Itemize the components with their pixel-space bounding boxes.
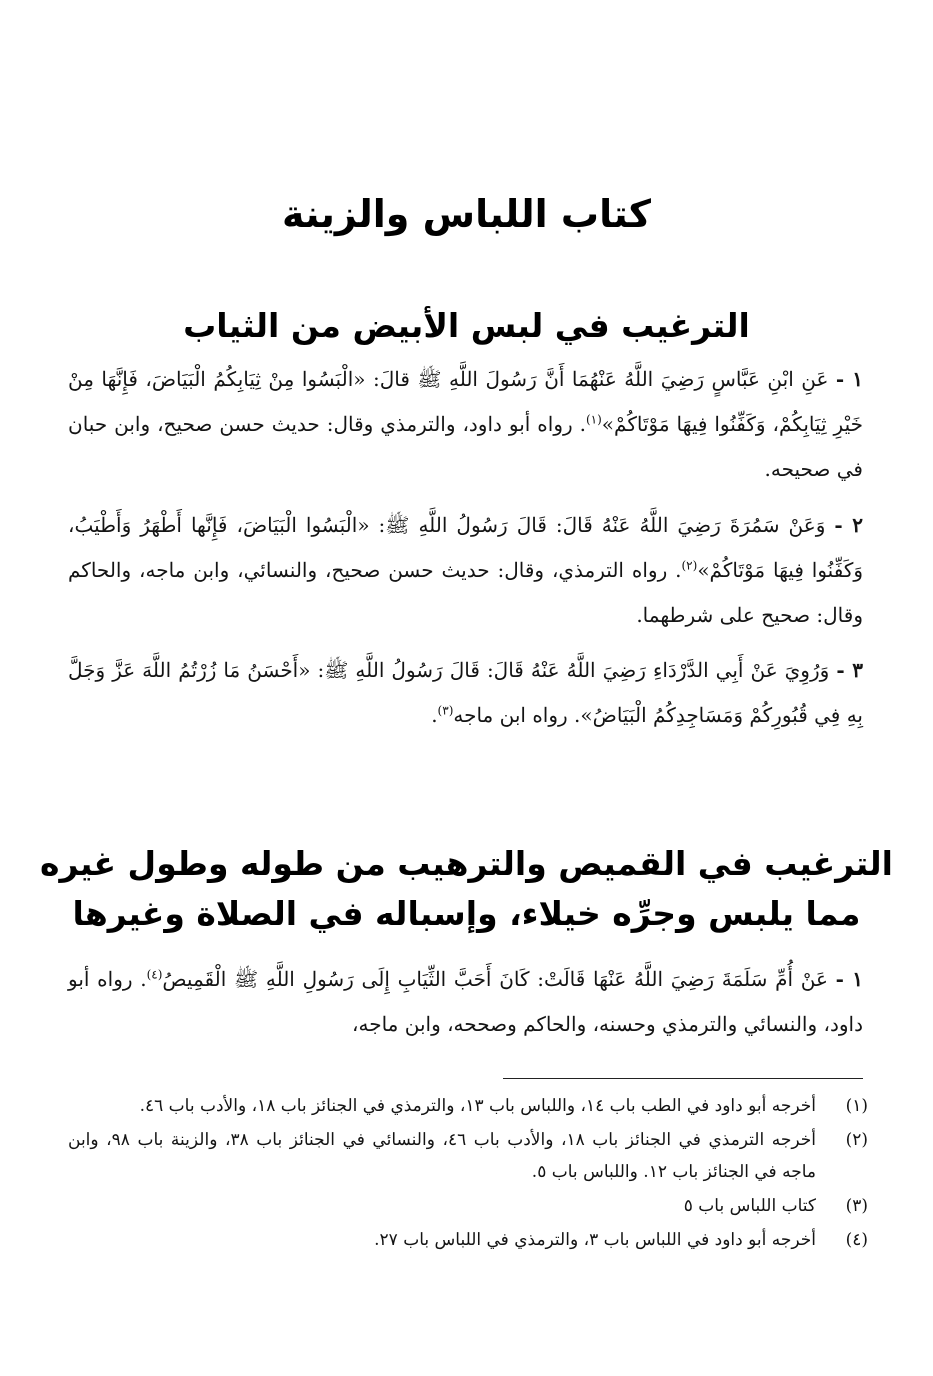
- section-2-title: [0, 840, 933, 940]
- footnote-reference[interactable]: (٣): [437, 703, 454, 718]
- footnote-item: [68, 1090, 868, 1122]
- footnote-item: [68, 1224, 868, 1256]
- hadith-text: عَنِ ابْنِ عَبَّاسٍ رَضِيَ اللَّهُ عَنْهُمَا أَنَّ رَسُولَ اللَّهِ ﷺ قالَ: «الْبَسُوا مِنْ ثِيَابِكُمُ الْبَيَاضَ، فَإِنَّهَا مِنْ خَيْرِ ثِيَابِكُمْ، وَكَفِّنُوا فِيهَا مَوْتَاكُمْ»: [68, 367, 863, 436]
- footnote-text: أخرجه أبو داود في الطب باب ١٤، واللباس باب ١٣، والترمذي في الجنائز باب ١٨، والأدب باب ٤٦.: [139, 1096, 816, 1116]
- footnotes: [68, 1090, 868, 1258]
- hadith-number: ٣ -: [836, 658, 864, 682]
- footnote-reference[interactable]: (٢): [681, 558, 698, 573]
- hadith-paragraph: [68, 957, 863, 1047]
- hadith-number: ٢ -: [834, 513, 864, 537]
- footnote-divider: [503, 1078, 863, 1079]
- footnote-number: (٤): [845, 1230, 868, 1250]
- footnote-reference[interactable]: (١): [585, 412, 602, 427]
- hadith-source: .: [431, 703, 438, 727]
- footnote-text: أخرجه الترمذي في الجنائز باب ١٨، والأدب باب ٤٦، والنسائي في الجنائز باب ٣٨، والزينة باب ٩٨، وابن ماجه في الجنائز باب ١٢. واللباس باب ٥.: [68, 1130, 816, 1182]
- hadith-source: . رواه أبو داود، والترمذي وقال: حديث حسن صحيح، وابن حبان في صحيحه.: [68, 412, 863, 481]
- section-2-title-line-1: الترغيب في القميص والترهيب من طوله وطول غيره: [40, 844, 893, 883]
- footnote-text: أخرجه أبو داود في اللباس باب ٣، والترمذي في اللباس باب ٢٧.: [374, 1230, 816, 1250]
- section-2-title-line-2: مما يلبس وجرِّه خيلاء، وإسباله في الصلاة وغيرها: [72, 894, 861, 933]
- hadith-paragraph: [68, 357, 863, 492]
- hadith-paragraph: [68, 648, 863, 738]
- hadith-paragraph: [68, 503, 863, 638]
- section-1-title: الترغيب في لبس الأبيض من الثياب: [183, 306, 750, 345]
- footnote-text: كتاب اللباس باب ٥: [683, 1196, 816, 1216]
- book-title: كتاب اللباس والزينة: [282, 192, 651, 236]
- hadith-source: . رواه أبو داود، والنسائي والترمذي وحسنه، والحاكم وصححه، وابن ماجه،: [68, 967, 863, 1036]
- footnote-number: (٣): [845, 1196, 868, 1216]
- footnote-number: (٢): [845, 1130, 868, 1150]
- hadith-number: ١ -: [835, 367, 864, 391]
- footnote-item: [68, 1124, 868, 1188]
- hadith-source: . رواه الترمذي، وقال: حديث حسن صحيح، والنسائي، وابن ماجه، والحاكم وقال: صحيح على شرطهما.: [68, 558, 863, 627]
- hadith-text: عَنْ أُمِّ سَلَمَةَ رَضِيَ اللَّهُ عَنْهَا قَالَتْ: كَانَ أَحَبَّ الثِّيَابِ إِلَى رَسُولِ اللَّهِ ﷺ الْقَمِيصُ: [162, 967, 828, 991]
- footnote-number: (١): [845, 1096, 868, 1116]
- hadith-number: ١ -: [835, 967, 864, 991]
- hadith-text: وَرُوِيَ عَنْ أَبِي الدَّرْدَاءِ رَضِيَ اللَّهُ عَنْهُ قَالَ: قَالَ رَسُولُ اللَّهِ ﷺ: «أَحْسَنُ مَا زُرْتُمُ اللَّهَ عَزَّ وَجَلَّ بِهِ فِي قُبُورِكُمْ وَمَسَاجِدِكُمُ الْبَيَاضُ». رواه ابن ماجه: [68, 658, 863, 727]
- footnote-item: [68, 1190, 868, 1222]
- hadith-text: وَعَنْ سَمُرَةَ رَضِيَ اللَّهُ عَنْهُ قَالَ: قَالَ رَسُولُ اللَّهِ ﷺ: «الْبَسُوا الْبَيَاضَ، فَإِنَّها أَطْهَرُ وَأَطْيَبُ، وَكَفِّنُوا فِيهَا مَوْتَاكُمْ»: [68, 513, 863, 582]
- footnote-reference[interactable]: (٤): [146, 967, 163, 982]
